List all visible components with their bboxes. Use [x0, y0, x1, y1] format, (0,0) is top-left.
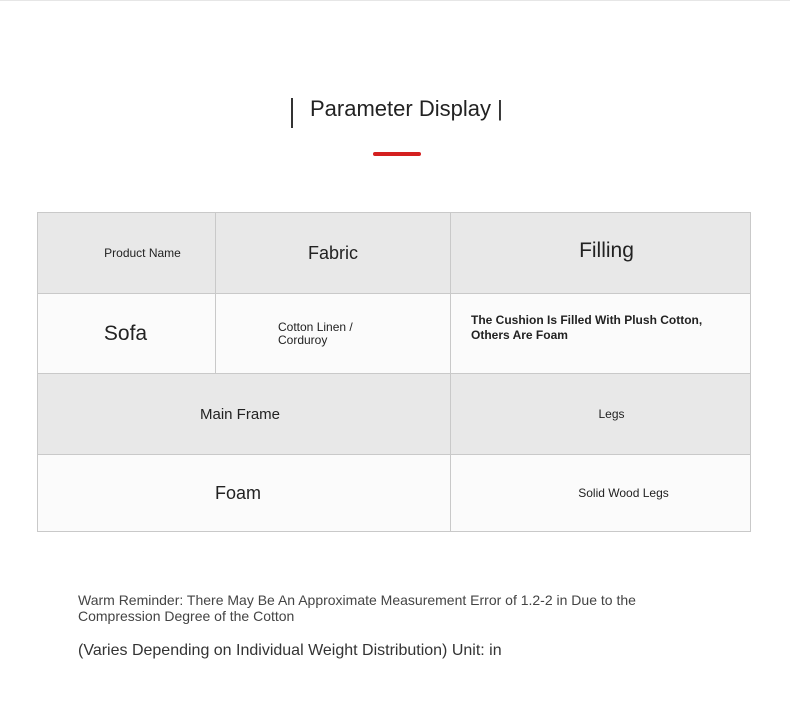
- parameter-table: [37, 212, 751, 532]
- header-label-fabric: Fabric: [307, 242, 358, 263]
- header-cell-product-name: [38, 213, 216, 294]
- header-cell-filling: [451, 213, 750, 294]
- page-title: Parameter Display |: [310, 96, 503, 121]
- title-left-bar: [291, 98, 293, 128]
- value-fabric: Cotton Linen / Corduroy: [278, 319, 353, 347]
- header-label-filling: Filling: [579, 239, 634, 262]
- unit-note: (Varies Depending on Individual Weight Distribution) Unit: in: [78, 642, 502, 659]
- value-filling: The Cushion Is Filled With Plush Cotton, Others Are Foam: [471, 312, 703, 342]
- value-product: Sofa: [103, 321, 148, 345]
- header-cell-fabric: [216, 213, 451, 294]
- header-label-product-name: Product Name: [104, 246, 181, 260]
- value-cell-fabric: [216, 294, 451, 374]
- value-main-frame: Foam: [214, 482, 261, 503]
- value-cell-main-frame: [38, 455, 451, 531]
- value-cell-filling: [451, 294, 750, 374]
- header-label-legs: Legs: [598, 407, 625, 421]
- header-label-main-frame: Main Frame: [199, 405, 281, 423]
- value-cell-legs: [451, 455, 750, 531]
- header-cell-legs: [451, 374, 750, 455]
- measurement-reminder: Warm Reminder: There May Be An Approximate Measurement Error of 1.2-2 in Due to the Compression Degree of the Cotton: [78, 592, 636, 624]
- title-accent-underline: [373, 152, 421, 156]
- value-legs: Solid Wood Legs: [578, 486, 669, 500]
- header-cell-main-frame: [38, 374, 451, 455]
- value-cell-product: [38, 294, 216, 374]
- top-divider: [0, 0, 790, 1]
